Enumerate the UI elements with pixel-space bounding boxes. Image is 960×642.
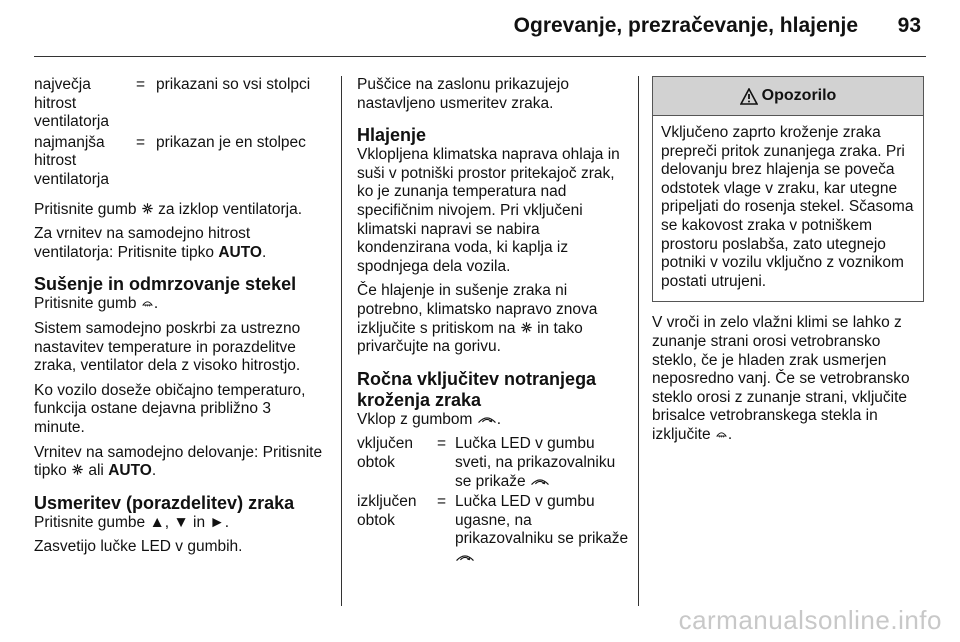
auto-key-label: AUTO xyxy=(218,243,262,261)
column-3 xyxy=(652,76,924,451)
recirculation-icon xyxy=(477,414,497,425)
definition-term: izključen obtok xyxy=(357,493,417,529)
text: Lučka LED v gumbu ugasne, na prikazovalniku se prikaže xyxy=(455,493,629,548)
paragraph-cooling-2 xyxy=(357,282,629,356)
paragraph-humid-climate xyxy=(652,314,924,444)
text: Če hlajenje in sušenje zraka ni potrebno, klimatsko napravo znova izključite s pritiskom na xyxy=(357,282,598,337)
text: Vrnitev na samodejno delovanje: Pritisnite tipko xyxy=(34,443,323,480)
column-1 xyxy=(34,76,326,563)
warning-triangle-icon xyxy=(740,88,758,105)
column-2 xyxy=(357,76,629,567)
definition-term: največja hitrost ventilatorja xyxy=(34,76,109,131)
heading-distribution: Usmeritev (porazdelitev) zraka xyxy=(34,492,295,513)
definition-desc xyxy=(455,435,629,491)
text: . xyxy=(262,243,267,261)
text: . xyxy=(151,462,157,480)
fan-icon xyxy=(71,463,84,476)
recirculation-icon xyxy=(530,476,550,487)
text: za izklop ventilatorja. xyxy=(153,200,303,218)
heading-recirculation: Ročna vključitev notranjega kroženja zraka xyxy=(357,368,597,410)
paragraph-defrost-system: Sistem samodejno poskrbi za ustrezno nastavitev temperature in porazdelitve zraka, ventilator dela z visoko hitrostjo. xyxy=(34,319,301,375)
column-divider xyxy=(638,76,639,606)
paragraph-auto-mode xyxy=(34,444,326,481)
text: . xyxy=(727,425,733,443)
text: Vklop z gumbom xyxy=(357,410,477,428)
paragraph-fan-off xyxy=(34,201,326,220)
heading-cooling: Hlajenje xyxy=(357,125,427,146)
paragraph-defrost-button xyxy=(34,295,326,314)
text: Za vrnitev na samodejno hitrost ventilatorja: Pritisnite tipko xyxy=(34,225,251,261)
text: Pritisnite gumb xyxy=(34,295,141,313)
definition-equals: = xyxy=(437,435,447,453)
auto-key-label: AUTO xyxy=(108,462,152,480)
fresh-air-icon xyxy=(455,552,475,563)
definition-row xyxy=(357,493,629,567)
windscreen-defrost-icon xyxy=(141,296,154,309)
paragraph-defrost-temp: Ko vozilo doseže običajno temperaturo, funkcija ostane dejavna približno 3 minute. xyxy=(34,381,306,436)
definition-desc: prikazani so vsi stolpci xyxy=(156,76,311,93)
paragraph-auto-fan xyxy=(34,225,326,262)
fan-icon xyxy=(520,321,533,334)
watermark: carmanualsonline.info xyxy=(678,605,942,635)
text: in tako privarčujte na gorivu. xyxy=(357,319,583,356)
text: Lučka LED v gumbu sveti, na prikazovalniku se prikaže xyxy=(455,435,616,490)
definition-equals: = xyxy=(437,493,447,511)
warning-text: Vključeno zaprto kroženje zraka prepreči pritok zunanjega zraka. Pri delovanju brez hlajenja se poveča odstotek vlage v zraku, kar utegne pripeljati do rosenja stekel. Sčasoma se kakovost zraka v potniškem prostoru poslabša, zato utegnejo potniki v vozilu vključno z voznikom postati utrujeni. xyxy=(661,124,914,290)
warning-header xyxy=(653,77,923,116)
definition-row xyxy=(34,134,326,190)
definition-term: najmanjša hitrost ventilatorja xyxy=(34,133,109,188)
heading-defrost: Sušenje in odmrzovanje stekel xyxy=(34,274,297,295)
definition-row xyxy=(34,76,326,132)
column-divider xyxy=(341,76,342,606)
definition-equals: = xyxy=(136,133,146,151)
definition-desc: prikazan je en stolpec xyxy=(156,133,306,151)
page-header xyxy=(0,0,960,60)
definition-desc xyxy=(455,493,629,567)
text: . xyxy=(153,295,159,313)
page-number: 93 xyxy=(897,14,921,37)
header-rule xyxy=(34,56,926,57)
text: ali xyxy=(84,462,109,480)
page-title: Ogrevanje, prezračevanje, hlajenje xyxy=(513,14,858,37)
windscreen-defrost-icon xyxy=(715,427,728,440)
warning-title: Opozorilo xyxy=(761,86,837,104)
paragraph-leds: Zasvetijo lučke LED v gumbih. xyxy=(34,538,243,556)
paragraph-arrows: Puščice na zaslonu prikazujejo nastavljeno usmeritev zraka. xyxy=(357,76,569,112)
text: Pritisnite gumb xyxy=(34,200,141,218)
paragraph-buttons: Pritisnite gumbe ▲, ▼ in ►. xyxy=(34,513,230,531)
fan-icon xyxy=(141,202,154,215)
text: V vroči in zelo vlažni klimi se lahko z zunanje strani orosi vetrobransko steklo, če je hladen zrak usmerjen neposredno vanj. Če se vetrobransko steklo orosi z zunanje strani, vključite brisalce vetrobranskega stekla in izključite xyxy=(652,314,910,443)
definition-row xyxy=(357,435,629,491)
paragraph-cooling-1: Vklopljena klimatska naprava ohlaja in suši v potniški prostor pritekajoč zrak, ko je zunanja temperatura nad specifičnim nivojem. Pri vključeni klimatski napravi se nabira kondenzirana voda, ki kaplja iz spodnjega dela vozila. xyxy=(357,146,620,275)
definition-equals: = xyxy=(136,76,146,93)
definition-term: vključen obtok xyxy=(357,435,413,471)
warning-box xyxy=(652,76,924,302)
paragraph-recirculation xyxy=(357,411,629,430)
text: . xyxy=(496,410,502,428)
